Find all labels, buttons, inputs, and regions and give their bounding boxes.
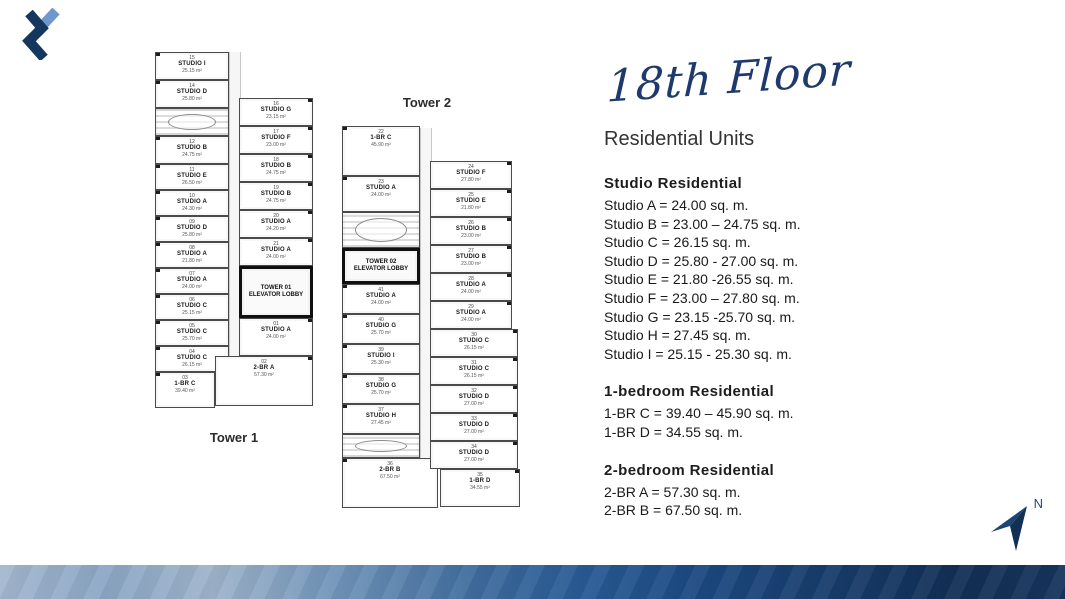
unit-num: 07 [189, 271, 195, 277]
north-label: N [1033, 496, 1043, 511]
unit-cell [430, 357, 518, 385]
unit-cell [155, 320, 229, 346]
unit-cell [239, 318, 313, 356]
unit-section [604, 383, 952, 441]
unit-cell [342, 176, 420, 212]
unit-typ: STUDIO G [365, 323, 397, 329]
unit-typ: STUDIO A [176, 277, 208, 283]
unit-num: 11 [189, 167, 195, 173]
unit-cell [239, 182, 313, 210]
unit-area: 24.00 m² [461, 317, 481, 323]
floor-subtitle: Residential Units [604, 128, 755, 150]
unit-cell [430, 385, 518, 413]
unit-typ: STUDIO B [176, 145, 208, 151]
unit-typ: STUDIO G [365, 383, 397, 389]
unit-cell [342, 126, 420, 176]
unit-cell [342, 374, 420, 404]
unit-cell [155, 242, 229, 268]
unit-area: 39.40 m² [175, 388, 195, 394]
unit-typ: STUDIO A [365, 293, 397, 299]
unit-cell [440, 469, 520, 507]
unit-size-line: Studio C = 26.15 sq. m. [604, 234, 751, 251]
unit-area: 23.00 m² [266, 142, 286, 148]
unit-typ: STUDIO I [367, 353, 395, 359]
unit-num: 25 [468, 192, 474, 198]
unit-size-line: 2-BR B = 67.50 sq. m. [604, 502, 743, 519]
lobby-label: TOWER 02 ELEVATOR LOBBY [353, 259, 409, 272]
unit-size-line: Studio I = 25.15 - 25.30 sq. m. [604, 345, 792, 362]
unit-typ: STUDIO F [456, 170, 486, 176]
unit-area: 25.80 m² [182, 96, 202, 102]
unit-cell [430, 413, 518, 441]
unit-cell [239, 126, 313, 154]
unit-num: 05 [189, 323, 195, 329]
unit-typ: 1-BR C [174, 381, 196, 387]
unit-size-line: Studio F = 23.00 – 27.80 sq. m. [604, 289, 800, 306]
unit-typ: STUDIO B [455, 254, 487, 260]
unit-area: 25.80 m² [182, 232, 202, 238]
unit-area: 24.00 m² [266, 254, 286, 260]
unit-typ: STUDIO D [176, 225, 208, 231]
unit-num: 17 [273, 129, 279, 135]
unit-typ: STUDIO E [177, 173, 207, 179]
unit-size-line: 1-BR D = 34.55 sq. m. [604, 423, 743, 440]
unit-num: 26 [468, 220, 474, 226]
unit-num: 28 [468, 276, 474, 282]
tower1-floor-plan [153, 50, 315, 435]
unit-area: 23.15 m² [266, 114, 286, 120]
unit-cell [155, 268, 229, 294]
unit-num: 29 [468, 304, 474, 310]
footer-watercolor-band [0, 565, 1065, 599]
stairwell [342, 434, 420, 458]
unit-cell [430, 273, 512, 301]
unit-area: 25.70 m² [371, 330, 391, 336]
unit-num: 31 [471, 360, 477, 366]
unit-area: 24.00 m² [461, 289, 481, 295]
unit-area: 24.75 m² [266, 198, 286, 204]
unit-area: 57.30 m² [254, 372, 274, 378]
unit-area: 26.15 m² [464, 345, 484, 351]
unit-typ: STUDIO D [176, 89, 208, 95]
unit-size-line: 2-BR A = 57.30 sq. m. [604, 483, 741, 500]
unit-typ: STUDIO D [458, 422, 490, 428]
unit-num: 18 [273, 157, 279, 163]
unit-size-line: Studio D = 25.80 - 27.00 sq. m. [604, 252, 799, 269]
unit-cell [155, 294, 229, 320]
tower2-label: Tower 2 [402, 95, 452, 110]
unit-typ: STUDIO D [458, 450, 490, 456]
unit-typ: STUDIO B [260, 163, 292, 169]
unit-num: 24 [468, 164, 474, 170]
unit-area: 26.15 m² [464, 373, 484, 379]
unit-area: 24.00 m² [266, 334, 286, 340]
unit-area: 67.50 m² [380, 474, 400, 480]
unit-num: 37 [378, 407, 384, 413]
tower2-floor-plan [340, 116, 536, 512]
unit-area: 26.15 m² [182, 362, 202, 368]
unit-cell [430, 441, 518, 469]
unit-typ: 1-BR D [469, 478, 491, 484]
unit-typ: 2-BR A [253, 365, 275, 371]
unit-cell [155, 216, 229, 242]
unit-num: 40 [378, 317, 384, 323]
unit-typ: STUDIO A [176, 199, 208, 205]
tower1-label: Tower 1 [209, 430, 259, 445]
unit-area: 25.30 m² [371, 360, 391, 366]
unit-typ: STUDIO A [455, 282, 487, 288]
unit-cell [430, 245, 512, 273]
unit-area: 24.00 m² [182, 284, 202, 290]
unit-area: 26.50 m² [182, 180, 202, 186]
unit-area: 24.75 m² [266, 170, 286, 176]
unit-area: 23.00 m² [461, 261, 481, 267]
unit-area: 23.00 m² [461, 233, 481, 239]
unit-typ: STUDIO G [260, 107, 292, 113]
unit-size-line: Studio A = 24.00 sq. m. [604, 197, 749, 213]
unit-cell [155, 190, 229, 216]
unit-typ: STUDIO C [458, 338, 490, 344]
unit-typ: STUDIO D [458, 394, 490, 400]
unit-cell [342, 404, 420, 434]
unit-area: 27.45 m² [371, 420, 391, 426]
unit-area: 25.70 m² [371, 390, 391, 396]
elevator-lobby [239, 266, 313, 318]
unit-area: 25.15 m² [182, 68, 202, 74]
unit-typ: STUDIO A [455, 310, 487, 316]
unit-num: 33 [471, 416, 477, 422]
stairwell [155, 108, 229, 136]
unit-size-line: Studio B = 23.00 – 24.75 sq. m. [604, 215, 801, 232]
unit-area: 34.55 m² [470, 485, 490, 491]
unit-area: 27.80 m² [461, 177, 481, 183]
unit-section [604, 462, 952, 520]
unit-num: 10 [189, 193, 195, 199]
unit-typ: 2-BR B [379, 467, 401, 473]
unit-num: 15 [189, 55, 195, 61]
section-heading: Studio Residential [604, 175, 743, 192]
unit-cell [430, 161, 512, 189]
unit-num: 08 [189, 245, 195, 251]
unit-num: 39 [378, 347, 384, 353]
unit-num: 30 [471, 332, 477, 338]
unit-typ: STUDIO B [260, 191, 292, 197]
unit-area: 45.90 m² [371, 142, 391, 148]
unit-num: 41 [378, 287, 384, 293]
unit-cell [342, 314, 420, 344]
unit-num: 02 [261, 359, 267, 365]
unit-cell [155, 372, 215, 408]
section-heading: 2-bedroom Residential [604, 461, 775, 479]
unit-cell [155, 80, 229, 108]
unit-cell [215, 356, 313, 406]
unit-area: 24.20 m² [266, 226, 286, 232]
unit-sections [602, 175, 952, 520]
unit-typ: STUDIO A [260, 327, 292, 333]
unit-area: 24.30 m² [182, 206, 202, 212]
unit-typ: STUDIO C [176, 329, 208, 335]
unit-num: 16 [273, 101, 279, 107]
brand-logo-icon [18, 8, 64, 60]
unit-area: 24.00 m² [371, 300, 391, 306]
unit-area: 24.75 m² [182, 152, 202, 158]
info-panel [602, 44, 952, 540]
unit-cell [342, 458, 438, 508]
unit-cell [239, 98, 313, 126]
unit-typ: STUDIO C [176, 355, 208, 361]
unit-cell [342, 344, 420, 374]
elevator-lobby [342, 248, 420, 284]
unit-typ: STUDIO A [260, 219, 292, 225]
unit-area: 25.15 m² [182, 310, 202, 316]
unit-num: 03 [182, 375, 188, 381]
unit-num: 36 [387, 461, 393, 467]
unit-cell [155, 52, 229, 80]
unit-cell [430, 217, 512, 245]
unit-num: 01 [273, 321, 279, 327]
unit-num: 27 [468, 248, 474, 254]
unit-num: 38 [378, 377, 384, 383]
unit-cell [155, 164, 229, 190]
unit-num: 12 [189, 139, 195, 145]
unit-num: 34 [471, 444, 477, 450]
unit-size-line: Studio G = 23.15 -25.70 sq. m. [604, 308, 796, 325]
unit-typ: STUDIO A [260, 247, 292, 253]
unit-area: 27.00 m² [464, 457, 484, 463]
floor-title: 18th Floor [606, 44, 852, 113]
unit-cell [342, 284, 420, 314]
unit-typ: 1-BR C [370, 135, 392, 141]
unit-area: 21.80 m² [182, 258, 202, 264]
unit-cell [239, 238, 313, 266]
unit-num: 09 [189, 219, 195, 225]
unit-typ: STUDIO B [455, 226, 487, 232]
unit-cell [430, 189, 512, 217]
unit-num: 32 [471, 388, 477, 394]
unit-area: 25.70 m² [182, 336, 202, 342]
unit-typ: STUDIO A [176, 251, 208, 257]
unit-cell [239, 154, 313, 182]
north-compass [983, 496, 1047, 558]
unit-cell [155, 136, 229, 164]
unit-size-line: Studio H = 27.45 sq. m. [604, 327, 751, 344]
unit-num: 22 [378, 129, 384, 135]
unit-num: 06 [189, 297, 195, 303]
unit-cell [239, 210, 313, 238]
lobby-label: TOWER 01 ELEVATOR LOBBY [248, 285, 304, 298]
unit-cell [430, 329, 518, 357]
unit-num: 04 [189, 349, 195, 355]
stairwell [342, 212, 420, 248]
unit-area: 27.00 m² [464, 429, 484, 435]
unit-area: 21.80 m² [461, 205, 481, 211]
unit-size-line: 1-BR C = 39.40 – 45.90 sq. m. [604, 405, 794, 422]
unit-num: 23 [378, 179, 384, 185]
unit-typ: STUDIO C [176, 303, 208, 309]
section-heading: 1-bedroom Residential [604, 383, 775, 401]
unit-area: 27.00 m² [464, 401, 484, 407]
unit-typ: STUDIO F [261, 135, 291, 141]
unit-typ: STUDIO H [365, 413, 397, 419]
unit-area: 24.00 m² [371, 192, 391, 198]
unit-num: 19 [273, 185, 279, 191]
unit-num: 35 [477, 472, 483, 478]
unit-section [604, 175, 952, 363]
unit-typ: STUDIO A [365, 185, 397, 191]
unit-cell [430, 301, 512, 329]
unit-typ: STUDIO I [178, 61, 206, 67]
unit-size-line: Studio E = 21.80 -26.55 sq. m. [604, 271, 794, 288]
unit-num: 20 [273, 213, 279, 219]
unit-num: 21 [273, 241, 279, 247]
unit-num: 14 [189, 83, 195, 89]
unit-typ: STUDIO C [458, 366, 490, 372]
unit-typ: STUDIO E [456, 198, 486, 204]
